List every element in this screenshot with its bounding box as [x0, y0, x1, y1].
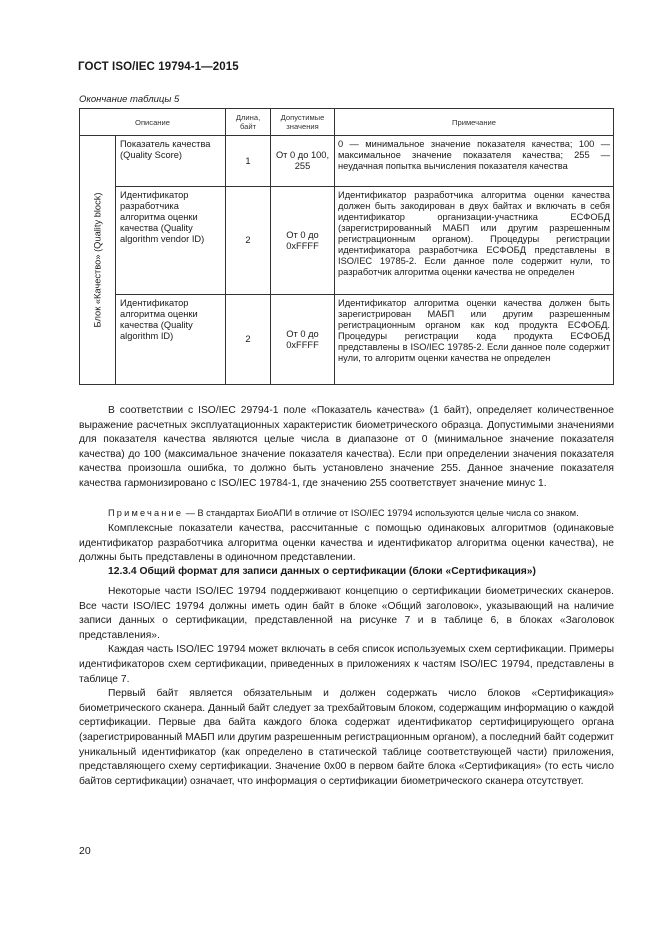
- table-row: [80, 295, 614, 385]
- col-header-length: Длина, байт: [226, 109, 271, 136]
- paragraph-quality-score: В соответствии с ISO/IEC 29794-1 поле «Показатель качества» (1 байт), определяет количественное выражение расчетных эксплуатационных характеристик биометрического образца. Допустимыми значениями для показателя качества являются целые числа в диапазоне от 0 (минимальное значение показателя качества) до 100 (максимальное значение показателя качества). Если при определении значения показателя качества произошла ошибка, то должно быть установлено значение 255. Данное значение показателя качества гармонизировано с ISO/IEC 19784-1, где значению 255 соответствует значение минус 1.: [79, 405, 614, 489]
- table-continuation-label: Окончание таблицы 5: [79, 94, 180, 105]
- table-row: [80, 187, 614, 295]
- field-note: Идентификатор разработчика алгоритма оценки качества должен быть закодирован в двух байтах и включать в себя идентификатор организации-участника ЕСФОБД (зарегистрированный МАБП или другим разрешенным регистрационным органом). Процедуры регистрации идентификатора разработчика ЕСФОБД представлены в ISO/IEC 19785-2. Если данное поле содержит нули, то разработчик алгоритма оценки качества не определен: [335, 187, 614, 295]
- field-name: Идентификатор алгоритма оценки качества (Quality algorithm ID): [116, 295, 226, 385]
- field-length: 2: [226, 187, 271, 295]
- quality-block-table: [79, 108, 614, 385]
- paragraph-certification-schemes: Каждая часть ISO/IEC 19794 может включать в себя список используемых схем сертификации. Примеры идентификаторов схем сертификации, приведенных в приложениях к частям ISO/IEC 19794, представлены в таблице 7.: [79, 644, 614, 685]
- body-block-1: [79, 404, 614, 492]
- field-values: От 0 до 0xFFFF: [271, 187, 335, 295]
- field-length: 1: [226, 136, 271, 187]
- col-header-note: Примечание: [335, 109, 614, 136]
- field-values: От 0 до 0xFFFF: [271, 295, 335, 385]
- note-label: Примечание: [108, 508, 184, 518]
- field-name: Показатель качества (Quality Score): [116, 136, 226, 187]
- page-number: 20: [79, 845, 91, 857]
- field-name: Идентификатор разработчика алгоритма оценки качества (Quality algorithm vendor ID): [116, 187, 226, 295]
- field-note: Идентификатор алгоритма оценки качества должен быть зарегистрирован МАБП или другим разрешенным регистрационным органом как код продукта ЕСФОБД. Процедуры регистрации кода продукта ЕСФОБД представлены в ISO/IEC 19785-2. Если данное поле содержит нули, то алгоритм оценки качества не определен: [335, 295, 614, 385]
- table-header-row: [80, 109, 614, 136]
- col-header-allowed-values: Допустимые значения: [271, 109, 335, 136]
- note-paragraph: [79, 506, 614, 521]
- group-label-cell: [80, 136, 116, 385]
- paragraph-complex-quality: Комплексные показатели качества, рассчитанные с помощью одинаковых алгоритмов (одинаковые идентификатор разработчика алгоритма оценки качества и идентификатор алгоритма оценки качества), не должны быть представлены в одиночном представлении.: [79, 523, 614, 564]
- table-row: [80, 136, 614, 187]
- body-block-3: [79, 585, 614, 789]
- field-values: От 0 до 100, 255: [271, 136, 335, 187]
- paragraph-certification-concept: Некоторые части ISO/IEC 19794 поддерживают концепцию о сертификации биометрических сканеров. Все части ISO/IEC 19794 должны иметь один байт в блоке «Общий заголовок», указывающий на наличие записи данных о сертификации, представленной на рисунке 7 и в таблице 6, в блоках «Заголовок представления».: [79, 586, 614, 641]
- field-length: 2: [226, 295, 271, 385]
- body-block-2: [79, 522, 614, 566]
- group-label: Блок «Качество» (Quality block): [92, 192, 102, 328]
- field-note: 0 — минимальное значение показателя качества; 100 — максимальное значение показателя качества; 255 — неудачная попытка вычисления показателя качества: [335, 136, 614, 187]
- standard-title: ГОСТ ISO/IEC 19794-1—2015: [78, 61, 239, 73]
- note-text: — В стандартах БиоАПИ в отличие от ISO/IEC 19794 используются целые числа со знаком.: [183, 508, 579, 518]
- col-header-description: Описание: [80, 109, 226, 136]
- paragraph-certification-bytes: Первый байт является обязательным и должен содержать число блоков «Сертификация» биометрического сканера. Данный байт следует за трехбайтовым блоком, содержащим информацию о каждой сертификации. Первые два байта каждого блока содержат идентификатор сертифицирующего органа (зарегистрированный МАБП или другим разрешенным регистрационным органом), а последний байт содержит уникальный идентификатор (как определено в статической таблице соответствующей части) приложения, представляющего схему сертификации. Значение 0x00 в первом байте блока «Сертификация» (то есть число байтов сертификации) означает, что информация о сертификации биометрического сканера отсутствует.: [79, 688, 614, 787]
- note-block: [79, 506, 614, 521]
- section-heading: 12.3.4 Общий формат для записи данных о сертификации (блоки «Сертификация»): [108, 566, 536, 577]
